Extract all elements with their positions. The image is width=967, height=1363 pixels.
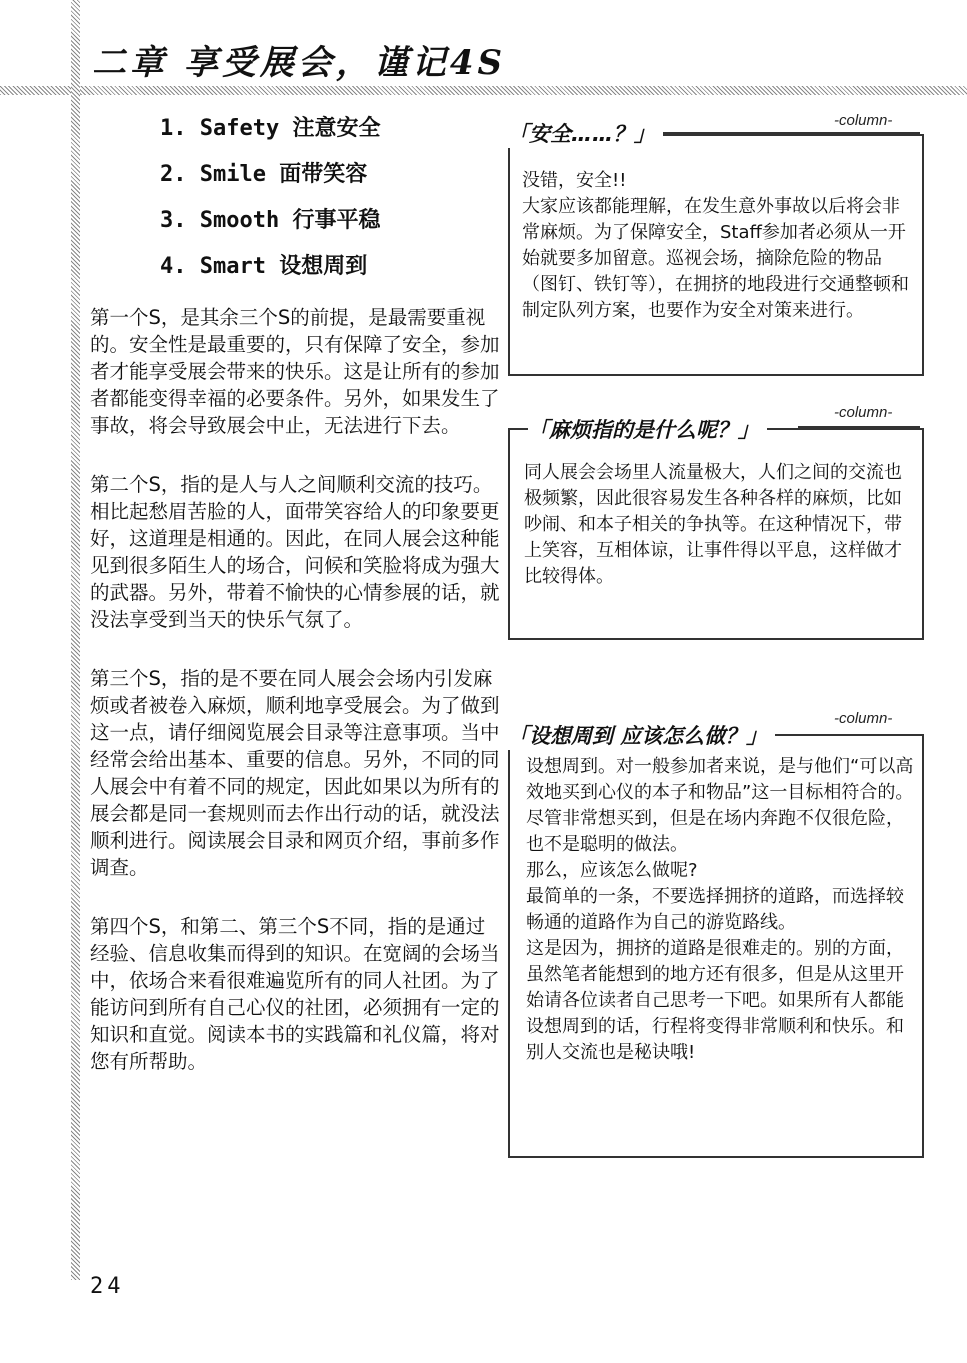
column-heading: 「安全……？」 xyxy=(508,118,663,148)
chapter-title: 二章 享受展会，谨记4S xyxy=(92,40,516,86)
paragraph-smooth: 第三个S，指的是不要在同人展会会场内引发麻烦或者被卷入麻烦，顺利地享受展会。为了做到这一点，请仔细阅览展会目录等注意事项。当中经常会给出基本、重要的信息。另外，不同的同人展会中有着不同的规定，因此如果以为所有的展会都是同一套规则而去作出行动的话，就没法顺利进行。阅读展会目录和网页介绍，事前多作调查。 xyxy=(90,667,500,879)
four-s-list xyxy=(160,112,380,296)
column-body: 设想周到。对一般参加者来说，是与他们“可以高效地买到心仪的本子和物品”这一目标相符合的。尽管非常想买到，但是在场内奔跑不仅很危险，也不是聪明的做法。 那么，应该怎么做呢? 最简单的一条，不要选择拥挤的道路，而选择较畅通的道路作为自己的游览路线。 这是因为，拥挤的道路是很难走的。别的方面，虽然笔者能想到的地方还有很多，但是从这里开始请各位读者自己思考一下吧。如果所有人都能设想周到的话，行程将变得非常顺利和快乐。和别人交流也是秘诀哦! xyxy=(526,756,914,1063)
margin-hatch-band xyxy=(71,0,80,1280)
rule-item-smart: 4. Smart 设想周到 xyxy=(160,254,368,279)
paragraph-smart: 第四个S，和第二、第三个S不同，指的是通过经验、信息收集而得到的知识。在宽阔的会场当中，依场合来看很难遍览所有的同人社团。为了能访问到所有自己心仪的社团，必须拥有一定的知识和直觉。阅读本书的实践篇和礼仪篇，将对您有所帮助。 xyxy=(90,915,500,1073)
rule-item-smooth: 3. Smooth 行事平稳 xyxy=(160,208,381,233)
column-body: 没错，安全!! 大家应该都能理解，在发生意外事故以后将会非常麻烦。为了保障安全，Staff参加者必须从一开始就要多加留意。巡视会场，摘除危险的物品（图钉、铁钉等），在拥挤的地段进行交通整顿和制定队列方案，也要作为安全对策来进行。 xyxy=(522,170,909,321)
column-smart xyxy=(508,710,928,1160)
column-rule-line xyxy=(658,132,920,134)
column-tag: -column- xyxy=(834,404,893,421)
column-tag: -column- xyxy=(834,112,893,129)
header-hatch-band xyxy=(0,86,967,95)
column-box xyxy=(508,134,924,376)
main-text xyxy=(90,304,504,1107)
column-heading: 「设想周到 应该怎么做？」 xyxy=(508,720,775,750)
column-heading: 「麻烦指的是什么呢？」 xyxy=(528,414,767,444)
paragraph-smile: 第二个S，指的是人与人之间顺利交流的技巧。相比起愁眉苦脸的人，面带笑容给人的印象要更好，这道理是相通的。因此，在同人展会这种能见到很多陌生人的场合，问候和笑脸将成为强大的武器。另外，带着不愉快的心情参展的话，就没法享受到当天的快乐气氛了。 xyxy=(90,473,500,631)
rule-item-smile: 2. Smile 面带笑容 xyxy=(160,162,368,187)
column-rule-line xyxy=(798,426,920,428)
page-number: 24 xyxy=(90,1274,125,1299)
column-trouble xyxy=(508,404,928,640)
column-body: 同人展会会场里人流量极大，人们之间的交流也极频繁，因此很容易发生各种各样的麻烦，比如吵闹、和本子相关的争执等。在这种情况下，带上笑容，互相体谅，让事件得以平息，这样做才比较得体。 xyxy=(524,462,902,587)
column-box xyxy=(508,428,924,640)
column-box xyxy=(508,734,924,1158)
column-tag: -column- xyxy=(834,710,893,727)
paragraph-safety: 第一个S，是其余三个S的前提，是最需要重视的。安全性是最重要的，只有保障了安全，参加者才能享受展会带来的快乐。这是让所有的参加者都能变得幸福的必要条件。另外，如果发生了事故，将会导致展会中止，无法进行下去。 xyxy=(90,306,500,437)
rule-item-safety: 1. Safety 注意安全 xyxy=(160,116,381,141)
column-safety xyxy=(508,112,928,380)
